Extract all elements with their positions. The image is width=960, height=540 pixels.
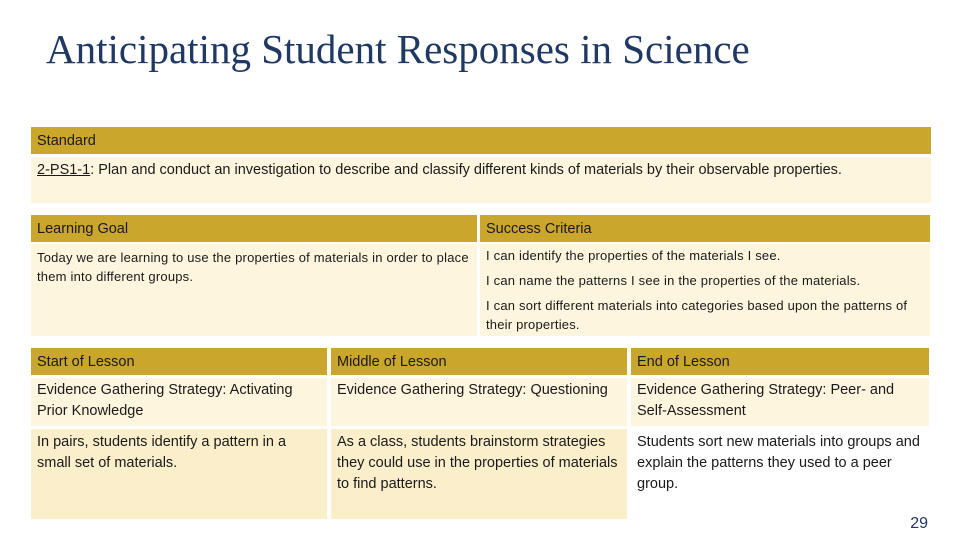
success-criterion: I can name the patterns I see in the properties of the materials. (486, 273, 861, 288)
start-of-lesson-header: Start of Lesson (31, 348, 327, 375)
standard-header: Standard (31, 127, 931, 154)
end-strategy: Evidence Gathering Strategy: Peer- and Self-Assessment (631, 378, 929, 426)
middle-strategy: Evidence Gathering Strategy: Questioning (331, 378, 627, 426)
success-criteria-header: Success Criteria (480, 215, 930, 242)
middle-of-lesson-header: Middle of Lesson (331, 348, 627, 375)
start-description: In pairs, students identify a pattern in a small set of materials. (31, 429, 327, 519)
slide-title: Anticipating Student Responses in Science (46, 26, 750, 72)
learning-goal-header: Learning Goal (31, 215, 477, 242)
standard-body (31, 157, 931, 203)
end-of-lesson-header: End of Lesson (631, 348, 929, 375)
success-criterion: I can sort different materials into categories based upon the patterns of their properties. (486, 298, 908, 332)
start-strategy: Evidence Gathering Strategy: Activating Prior Knowledge (31, 378, 327, 426)
end-description: Students sort new materials into groups and explain the patterns they used to a peer group. (637, 434, 920, 492)
middle-description: As a class, students brainstorm strategies they could use in the properties of materials to find patterns. (331, 429, 627, 519)
standard-text: : Plan and conduct an investigation to describe and classify different kinds of materials by their observable properties. (90, 162, 842, 178)
learning-goal-text: Today we are learning to use the properties of materials in order to place them into different groups. (31, 244, 477, 336)
success-criterion: I can identify the properties of the materials I see. (486, 248, 781, 263)
success-criteria-list (480, 244, 930, 336)
standard-code: 2-PS1-1 (37, 162, 91, 178)
page-number: 29 (910, 515, 928, 532)
